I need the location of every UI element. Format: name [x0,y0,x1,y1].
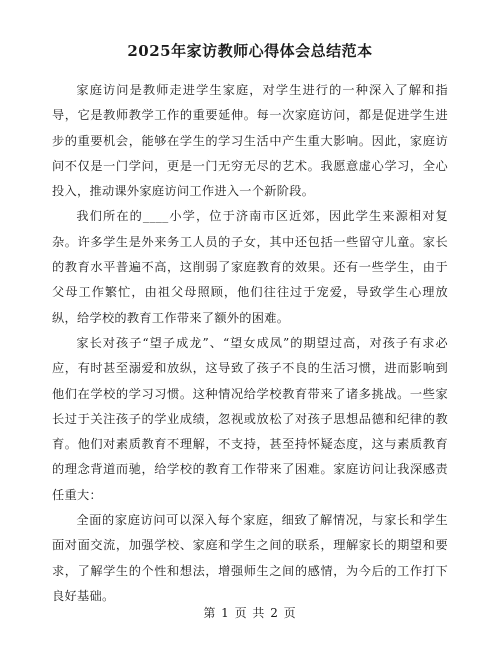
paragraph-home-visit-benefits: 全面的家庭访问可以深入每个家庭，细致了解情况，与家长和学生面对面交流，加强学校、家庭和学生之间的联系，理解家长的期望和要求，了解学生的个性和想法，增强师生之间的感情，为今后的工作打下良好基础。 [52,513,448,603]
paragraph-intro: 家庭访问是教师走进学生家庭，对学生进行的一种深入了解和指导，它是教师教学工作的重要延伸。每一次家庭访问，都是促进学生进步的重要机会，能够在学生的学习生活中产生重大影响。因此，家庭访问不仅是一门学问，更是一门无穷无尽的艺术。我愿意虚心学习，全心投入，推动课外家庭访问工作进入一个新阶段。 [52,83,448,199]
document-body [52,78,448,609]
page-number-footer: 第 1 页 共 2 页 [203,606,297,620]
document-title: 2025年家访教师心得体会总结范本 [127,42,373,60]
paragraph-parent-expectations: 家长对孩子“望子成龙”、“望女成凤”的期望过高，对孩子有求必应，有时甚至溺爱和放纵，这导致了孩子不良的生活习惯，进而影响到他们在学校的学习习惯。这种情况给学校教育带来了诸多挑战。一些家长过于关注孩子的学业成绩，忽视或放松了对孩子思想品德和纪律的教育。他们对素质教育不理解，不支持，甚至持怀疑态度，这与素质教育的理念背道而驰，给学校的教育工作带来了困难。家庭访问让我深感责任重大： [52,335,448,502]
paragraph-school-background: 我们所在的____小学，位于济南市区近郊，因此学生来源相对复杂。许多学生是外来务工人员的子女，其中还包括一些留守儿童。家长的教育水平普遍不高，这削弱了家庭教育的效果。还有一些学生，由于父母工作繁忙，由祖父母照顾，他们往往过于宠爱，导致学生心理放纵，给学校的教育工作带来了额外的困难。 [52,209,448,325]
